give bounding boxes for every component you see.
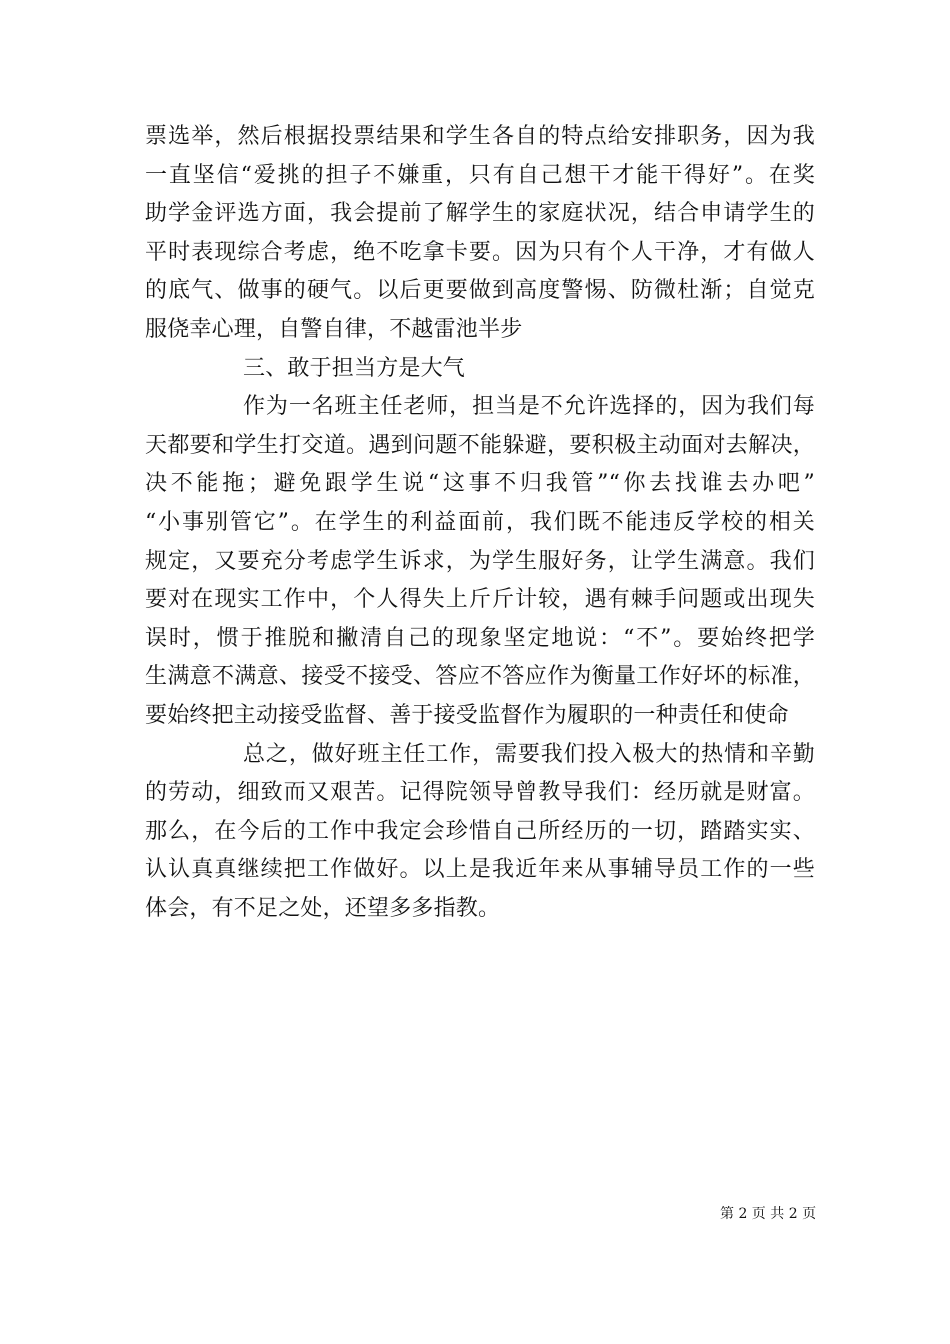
text-line: 服侥幸心理，自警自律，不越雷池半步 (145, 316, 523, 342)
text-line: 误时，惯于推脱和撇清自己的现象坚定地说：“不”。要始终把学 (145, 625, 815, 651)
text-line: 的劳动，细致而又艰苦。记得院领导曾教导我们：经历就是财富。 (145, 780, 815, 806)
text-line: 那么，在今后的工作中我定会珍惜自己所经历的一切，踏踏实实、 (145, 818, 815, 844)
text-line: 规定，又要充分考虑学生诉求，为学生服好务，让学生满意。我们 (145, 548, 815, 574)
text-line: 要对在现实工作中，个人得失上斤斤计较，遇有棘手问题或出现失 (145, 587, 815, 613)
text-line: 一直坚信“爱挑的担子不嫌重，只有自己想干才能干得好”。在奖 (145, 162, 815, 188)
text-line: 天都要和学生打交道。遇到问题不能躲避，要积极主动面对去解决， (145, 432, 815, 458)
text-line: 助学金评选方面，我会提前了解学生的家庭状况，结合申请学生的 (145, 201, 815, 227)
text-line: 作为一名班主任老师，担当是不允许选择的，因为我们每 (243, 394, 815, 420)
section-heading: 三、敢于担当方是大气 (243, 355, 466, 381)
text-line: 体会，有不足之处，还望多多指教。 (145, 895, 501, 921)
text-line: 认认真真继续把工作做好。以上是我近年来从事辅导员工作的一些 (145, 857, 815, 883)
page-number: 第 2 页 共 2 页 (720, 1206, 817, 1222)
text-line: 要始终把主动接受监督、善于接受监督作为履职的一种责任和使命 (145, 702, 789, 728)
text-line: 总之，做好班主任工作，需要我们投入极大的热情和辛勤 (243, 741, 815, 767)
text-line: “小事别管它”。在学生的利益面前，我们既不能违反学校的相关 (145, 509, 815, 535)
text-line: 决不能拖；避免跟学生说“这事不归我管”“你去找谁去办吧” (145, 471, 815, 497)
text-line: 生满意不满意、接受不接受、答应不答应作为衡量工作好坏的标准， (145, 664, 815, 690)
text-line: 票选举，然后根据投票结果和学生各自的特点给安排职务，因为我 (145, 124, 815, 149)
text-line: 平时表现综合考虑，绝不吃拿卡要。因为只有个人干净，才有做人 (145, 239, 815, 265)
text-line: 的底气、做事的硬气。以后更要做到高度警惕、防微杜渐；自觉克 (145, 278, 815, 304)
document-body (145, 118, 815, 928)
